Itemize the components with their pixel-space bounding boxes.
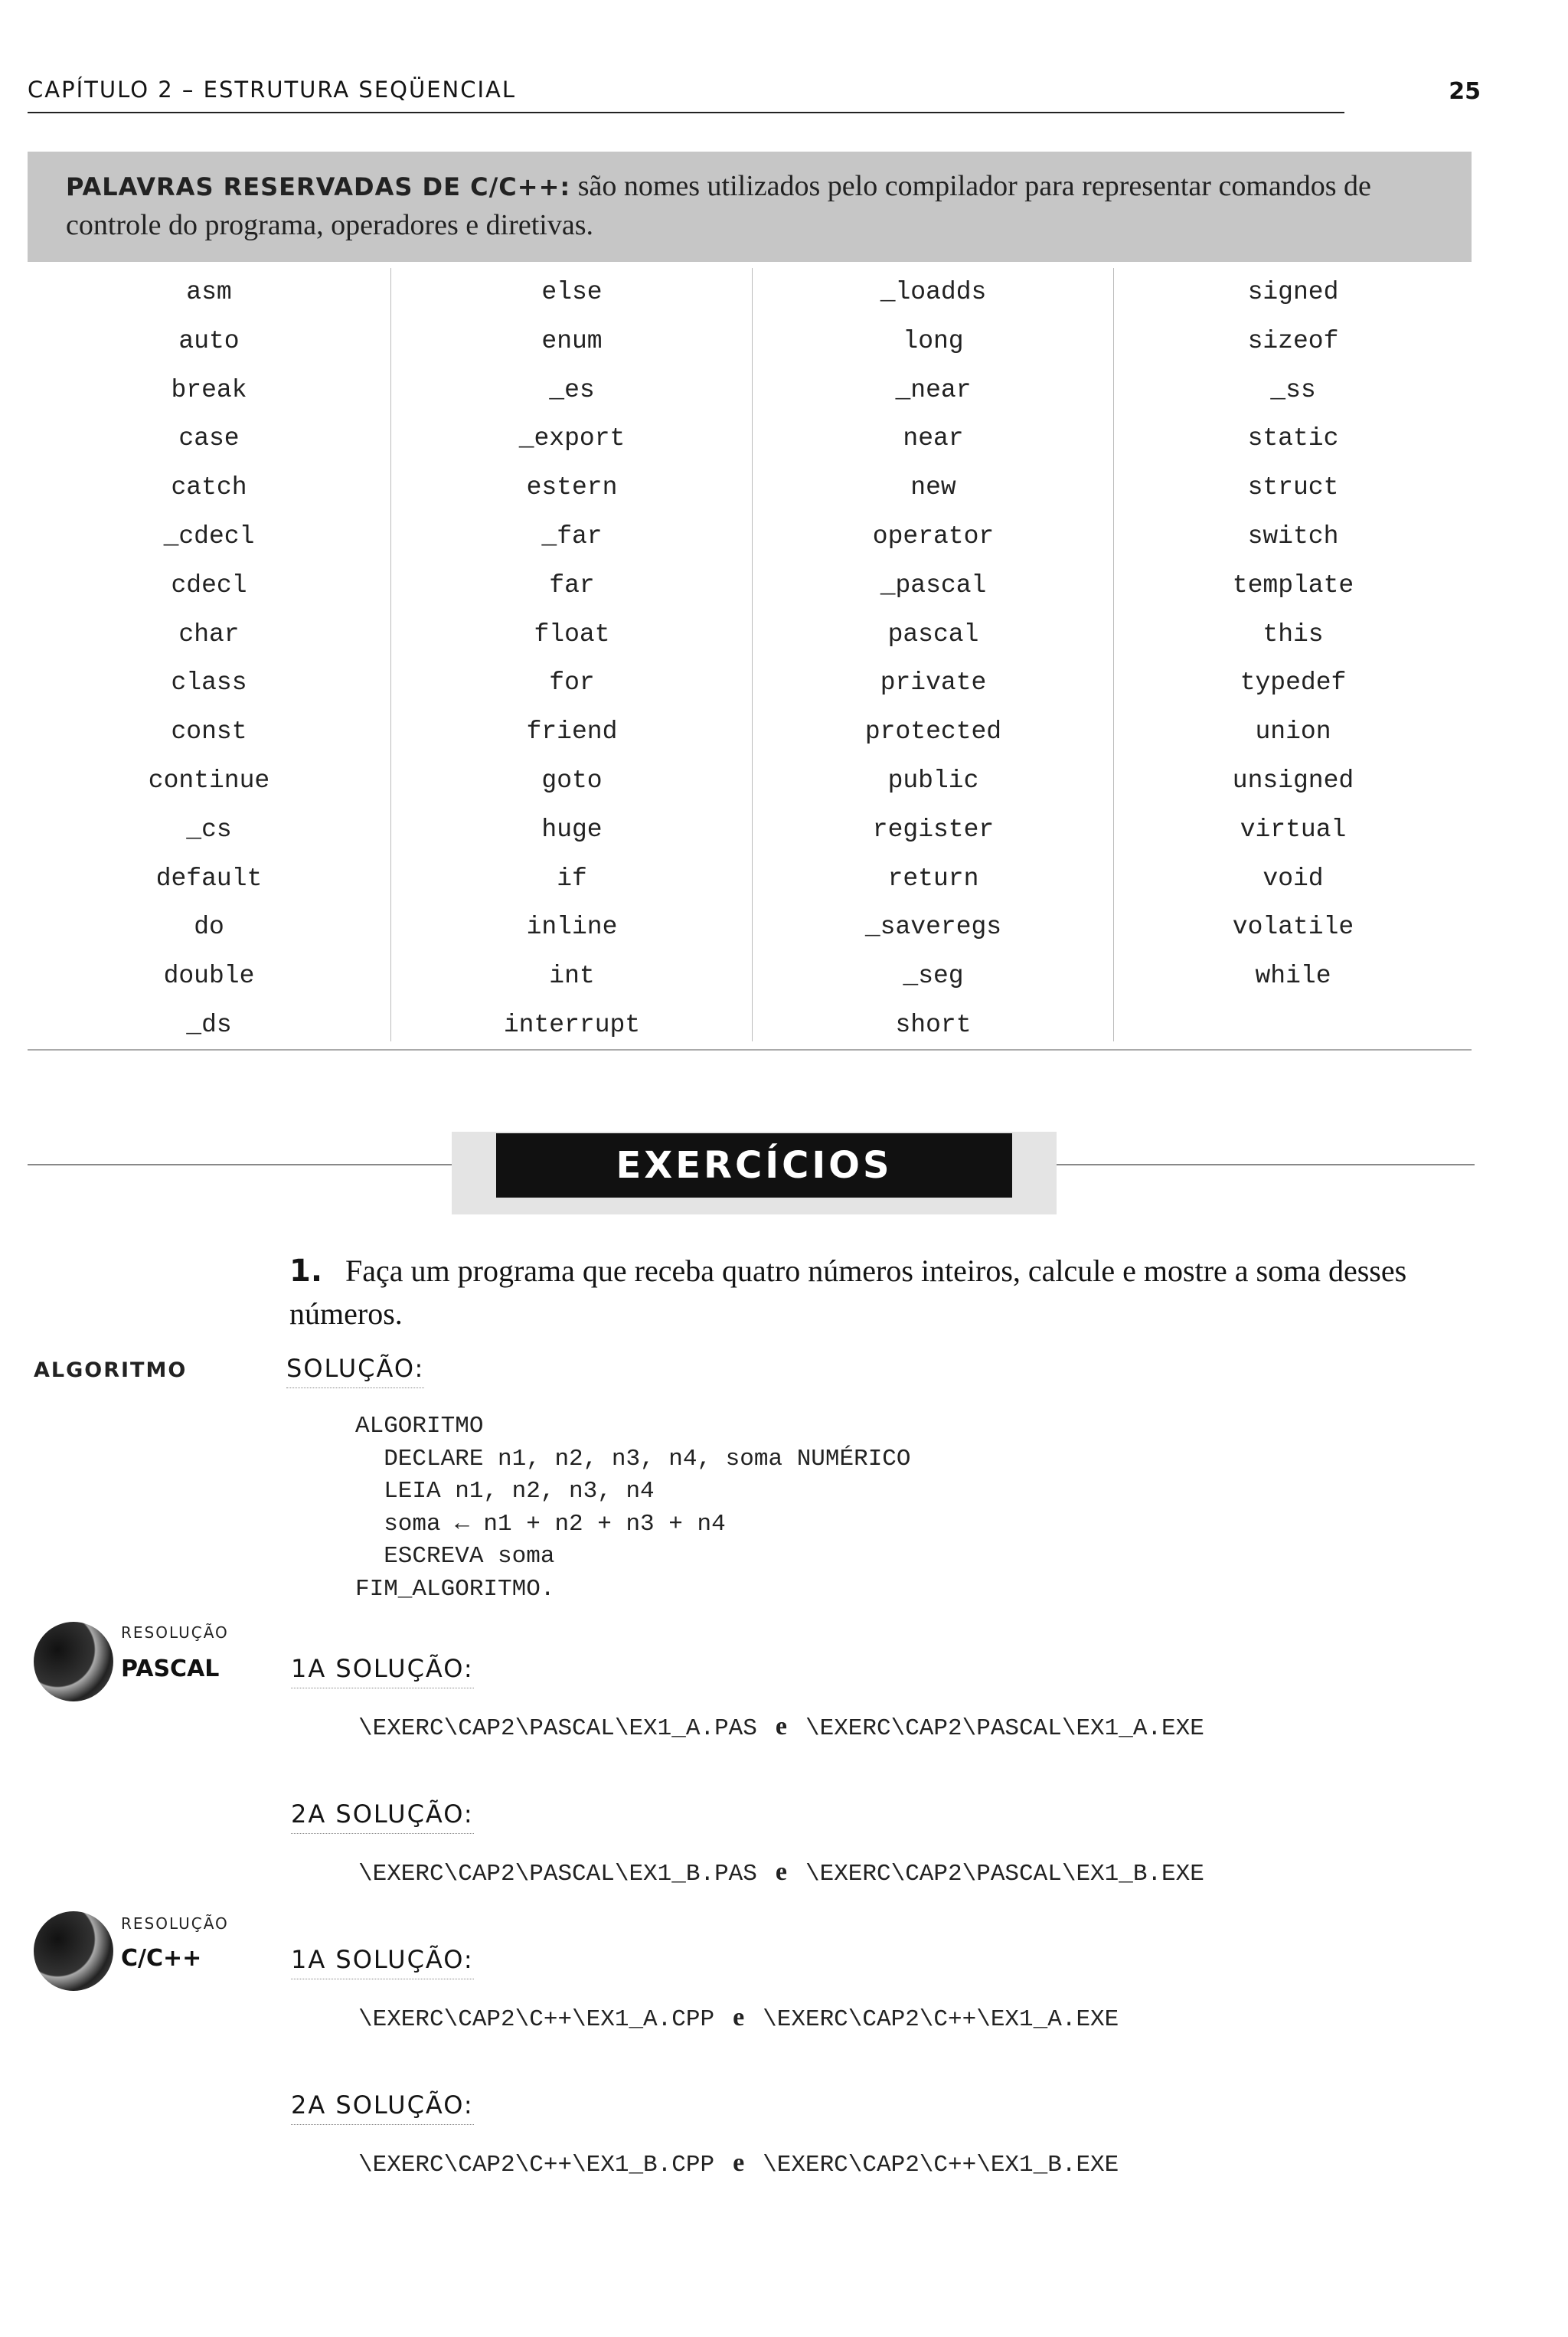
section-banner: EXERCÍCIOS RESOLVIDOS <box>496 1133 1012 1198</box>
keyword-cell: void <box>1263 864 1324 893</box>
keyword-cell: _ds <box>186 1010 232 1039</box>
keyword-cell: pascal <box>887 619 979 649</box>
keyword-cell: _ss <box>1270 375 1316 404</box>
exe-file-path: \EXERC\CAP2\PASCAL\EX1_B.EXE <box>805 1861 1204 1888</box>
keyword-cell: float <box>534 619 610 649</box>
running-head <box>28 77 1481 113</box>
source-file-path: \EXERC\CAP2\PASCAL\EX1_A.PAS <box>358 1715 757 1742</box>
keyword-cell: union <box>1255 717 1331 747</box>
path-separator: e <box>733 2149 745 2177</box>
pascal-disc-icon <box>34 1622 113 1701</box>
keyword-cell: _cdecl <box>163 521 255 551</box>
keyword-cell <box>1114 1001 1472 1050</box>
path-separator: e <box>775 1858 787 1886</box>
keyword-cell: _loadds <box>880 278 987 306</box>
keyword-cell: _es <box>549 375 595 404</box>
code-line: ALGORITMO <box>355 1413 484 1440</box>
chapter-title: CAPÍTULO 2 – ESTRUTURA SEQÜENCIAL <box>28 77 517 103</box>
keyword-cell: class <box>171 668 247 698</box>
algorithm-code <box>355 1410 911 1606</box>
keyword-cell: break <box>171 375 247 404</box>
keyword-cell: near <box>903 424 964 453</box>
keyword-cell: for <box>549 668 595 698</box>
keyword-cell: case <box>178 424 240 453</box>
keyword-cell: interrupt <box>503 1010 641 1039</box>
keyword-cell: public <box>887 766 979 795</box>
keyword-cell: far <box>549 570 595 600</box>
keyword-cell: _saveregs <box>864 913 1002 942</box>
exe-file-path: \EXERC\CAP2\C++\EX1_B.EXE <box>763 2152 1119 2178</box>
keyword-cell: const <box>171 717 247 747</box>
keyword-cell: switch <box>1247 521 1339 551</box>
cpp-side-label: C/C++ <box>121 1945 202 1972</box>
keyword-cell: else <box>541 278 603 306</box>
keyword-cell: estern <box>526 473 618 502</box>
keyword-cell: register <box>872 815 995 844</box>
solution-heading-cpp-1: 1A SOLUÇÃO: <box>291 1945 474 1979</box>
keyword-cell: long <box>903 326 964 355</box>
keyword-cell: return <box>887 864 979 893</box>
keyword-cell: enum <box>541 326 603 355</box>
definition-text: são nomes utilizados pelo compilador para representar comandos de controle do programa, operadores e diretivas. <box>66 170 1371 241</box>
keyword-cell: _seg <box>903 962 964 991</box>
keyword-cell: double <box>163 962 255 991</box>
keyword-cell: while <box>1255 962 1331 991</box>
exe-file-path: \EXERC\CAP2\C++\EX1_A.EXE <box>763 2006 1119 2033</box>
keyword-cell: _export <box>518 424 626 453</box>
keyword-cell: cdecl <box>171 570 247 600</box>
keyword-cell: huge <box>541 815 603 844</box>
page-number: 25 <box>1449 78 1481 105</box>
keyword-cell: int <box>549 962 595 991</box>
code-line: ESCREVA soma <box>355 1543 555 1570</box>
path-separator: e <box>775 1712 787 1740</box>
cpp-resolucao-label: RESOLUÇÃO <box>121 1914 229 1933</box>
pascal-resolucao-label: RESOLUÇÃO <box>121 1623 229 1642</box>
keyword-cell: asm <box>186 278 232 306</box>
keyword-column-4 <box>1113 268 1472 1041</box>
keyword-cell: do <box>194 913 224 942</box>
keyword-column-3 <box>752 268 1114 1041</box>
file-path-line <box>358 1858 1204 1888</box>
definition-term: PALAVRAS RESERVADAS DE C/C++: <box>66 172 571 201</box>
keyword-cell: goto <box>541 766 603 795</box>
exercise-number: 1. <box>289 1253 323 1289</box>
keyword-cell: short <box>895 1010 972 1039</box>
keyword-cell: _cs <box>186 815 232 844</box>
banner-rule-left <box>28 1164 456 1165</box>
algoritmo-side-label: ALGORITMO <box>34 1358 188 1382</box>
keyword-cell: typedef <box>1240 668 1347 698</box>
banner-rule-right <box>1054 1164 1475 1165</box>
code-line: soma ← n1 + n2 + n3 + n4 <box>355 1510 726 1538</box>
keyword-column-2 <box>390 268 753 1041</box>
keyword-table <box>28 268 1472 1051</box>
code-line: DECLARE n1, n2, n3, n4, soma NUMÉRICO <box>355 1445 911 1472</box>
file-path-line <box>358 2149 1119 2178</box>
keyword-cell: _near <box>895 375 972 404</box>
solution-heading-cpp-2: 2A SOLUÇÃO: <box>291 2090 474 2125</box>
exercise-text: Faça um programa que receba quatro números inteiros, calcule e mostre a soma desses números. <box>289 1253 1407 1331</box>
keyword-cell: template <box>1232 570 1354 600</box>
keyword-column-1 <box>28 268 390 1041</box>
keyword-cell: virtual <box>1240 815 1347 844</box>
keyword-cell: struct <box>1247 473 1339 502</box>
pascal-side-label: PASCAL <box>121 1656 220 1682</box>
keyword-cell: char <box>178 619 240 649</box>
keyword-cell: auto <box>178 326 240 355</box>
code-line: LEIA n1, n2, n3, n4 <box>355 1478 655 1505</box>
keyword-cell: default <box>155 864 263 893</box>
solution-heading-pascal-1: 1A SOLUÇÃO: <box>291 1654 474 1688</box>
keyword-cell: signed <box>1247 278 1339 306</box>
keyword-cell: protected <box>864 717 1002 747</box>
exercise-statement <box>289 1250 1481 1335</box>
code-line: FIM_ALGORITMO. <box>355 1575 555 1603</box>
keyword-cell: friend <box>526 717 618 747</box>
keyword-cell: _far <box>541 521 603 551</box>
source-file-path: \EXERC\CAP2\PASCAL\EX1_B.PAS <box>358 1861 757 1888</box>
keyword-cell: unsigned <box>1232 766 1354 795</box>
keyword-cell: continue <box>148 766 270 795</box>
keyword-cell: this <box>1263 619 1324 649</box>
exe-file-path: \EXERC\CAP2\PASCAL\EX1_A.EXE <box>805 1715 1204 1742</box>
keyword-cell: static <box>1247 424 1339 453</box>
keyword-cell: volatile <box>1232 913 1354 942</box>
keyword-cell: private <box>880 668 987 698</box>
keyword-cell: sizeof <box>1247 326 1339 355</box>
reserved-words-definition <box>28 152 1472 262</box>
file-path-line <box>358 2003 1119 2033</box>
keyword-cell: _pascal <box>880 570 987 600</box>
source-file-path: \EXERC\CAP2\C++\EX1_B.CPP <box>358 2152 715 2178</box>
keyword-cell: catch <box>171 473 247 502</box>
keyword-cell: new <box>910 473 956 502</box>
keyword-cell: inline <box>526 913 618 942</box>
file-path-line <box>358 1712 1204 1742</box>
keyword-cell: if <box>557 864 587 893</box>
keyword-cell: operator <box>872 521 995 551</box>
solution-heading-pascal-2: 2A SOLUÇÃO: <box>291 1799 474 1834</box>
solution-heading: SOLUÇÃO: <box>286 1354 424 1388</box>
cpp-disc-icon <box>34 1911 113 1991</box>
path-separator: e <box>733 2003 745 2031</box>
source-file-path: \EXERC\CAP2\C++\EX1_A.CPP <box>358 2006 715 2033</box>
